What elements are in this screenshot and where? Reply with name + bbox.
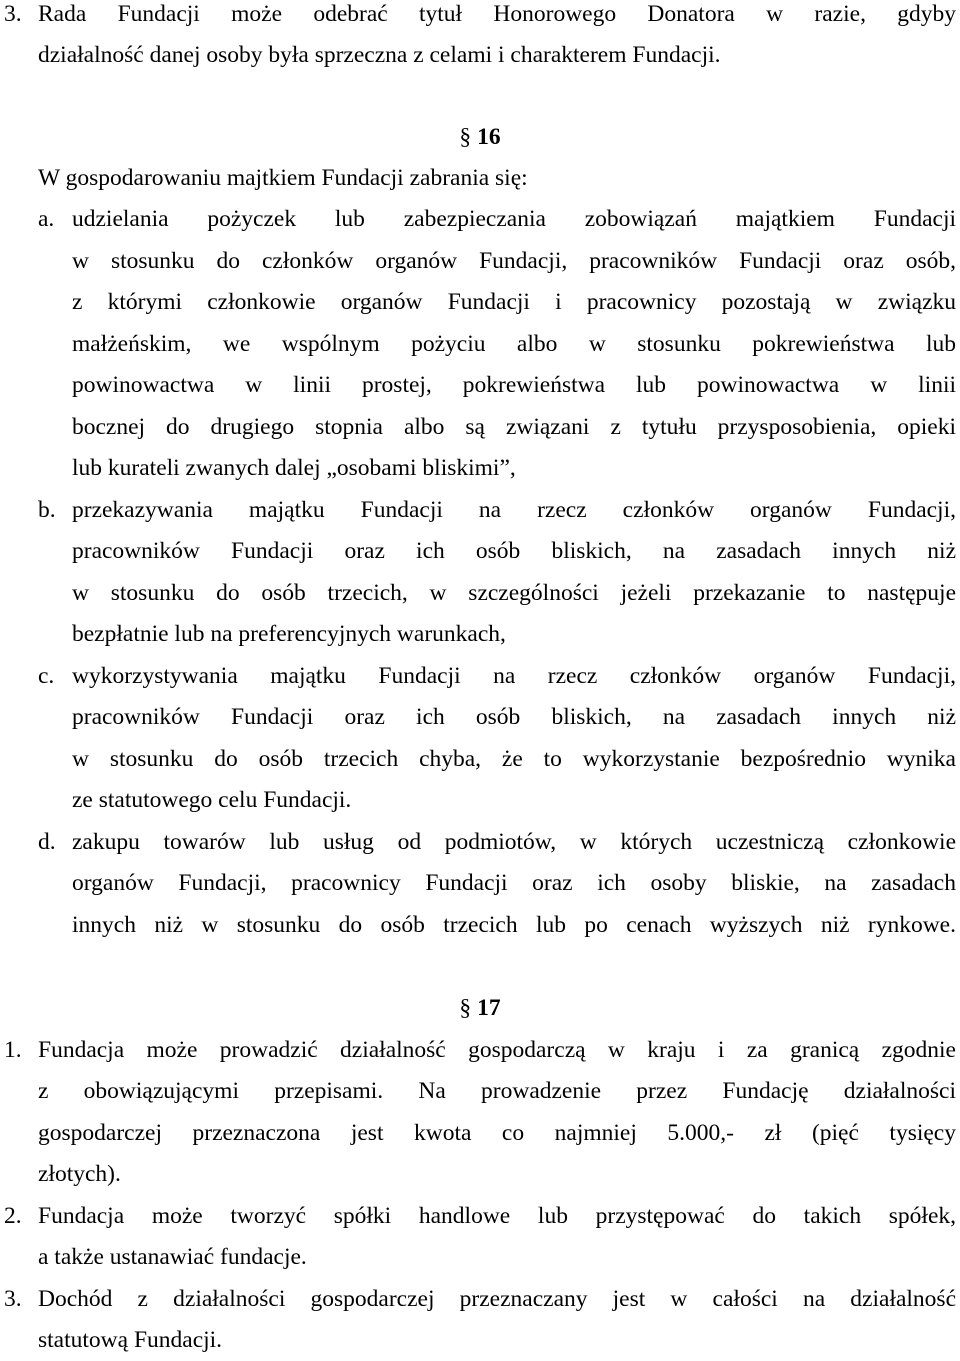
item-text: powinowactwa w linii prostej, pokrewieństwa lub powinowactwa w linii: [72, 372, 956, 398]
list-item-d-line: [0, 904, 960, 946]
item-text: pracowników Fundacji oraz ich osób bliskich, na zasadach innych niż: [72, 538, 956, 564]
item-letter: a.: [38, 206, 55, 232]
list-item-d-line: [0, 821, 960, 863]
list-item-d-line: [0, 862, 960, 904]
paragraph-number: 3.: [4, 1, 22, 27]
item-number: 1.: [4, 1037, 22, 1063]
list-item-c-line: [0, 696, 960, 738]
item-text: w stosunku do osób trzecich, w szczególności jeżeli przekazanie to następuje: [72, 580, 956, 606]
item-text: z którymi członkowie organów Fundacji i pracownicy pozostają w związku: [72, 289, 956, 315]
list-item-c-line: [0, 779, 960, 821]
section-symbol: §: [459, 995, 472, 1021]
list-item-a-line: [0, 198, 960, 240]
section-17-heading: [0, 987, 960, 1029]
paragraph-text: działalność danej osoby była sprzeczna z celami i charakterem Fundacji.: [38, 42, 721, 68]
section-16-heading: [0, 116, 960, 158]
section-17-item-2-line: [0, 1236, 960, 1278]
item-text: Fundacja może prowadzić działalność gospodarczą w kraju i za granicą zgodnie: [38, 1037, 956, 1063]
paragraph-3-line: [0, 0, 960, 35]
intro-text: W gospodarowaniu majtkiem Fundacji zabrania się:: [38, 165, 528, 191]
item-text: udzielania pożyczek lub zabezpieczania zobowiązań majątkiem Fundacji: [72, 206, 956, 232]
item-text: lub kurateli zwanych dalej „osobami bliskimi”,: [72, 455, 516, 481]
list-item-b-line: [0, 489, 960, 531]
item-letter: b.: [38, 497, 56, 523]
item-text: gospodarczej przeznaczona jest kwota co najmniej 5.000,- zł (pięć tysięcy: [38, 1120, 956, 1146]
item-text: statutową Fundacji.: [38, 1327, 223, 1353]
item-text: bocznej do drugiego stopnia albo są związani z tytułu przysposobienia, opieki: [72, 414, 956, 440]
item-text: w stosunku do osób trzecich chyba, że to wykorzystanie bezpośrednio wynika: [72, 746, 956, 772]
paragraph-text: Rada Fundacji może odebrać tytuł Honorowego Donatora w razie, gdyby: [38, 1, 956, 27]
item-text: pracowników Fundacji oraz ich osób bliskich, na zasadach innych niż: [72, 704, 956, 730]
item-text: Dochód z działalności gospodarczej przeznaczany jest w całości na działalność: [38, 1286, 956, 1312]
item-text: a także ustanawiać fundacje.: [38, 1244, 307, 1270]
section-17-item-1-line: [0, 1112, 960, 1154]
list-item-a-line: [0, 323, 960, 365]
section-number: 17: [477, 995, 501, 1021]
section-17-item-2-line: [0, 1195, 960, 1237]
list-item-c-line: [0, 738, 960, 780]
item-text: innych niż w stosunku do osób trzecich lub po cenach wyższych niż rynkowe.: [72, 912, 956, 938]
list-item-c-line: [0, 655, 960, 697]
item-letter: c.: [38, 663, 55, 689]
section-number: 16: [477, 124, 501, 150]
section-17-item-3-line: [0, 1319, 960, 1361]
item-text: z obowiązującymi przepisami. Na prowadzenie przez Fundację działalności: [38, 1078, 956, 1104]
list-item-a-line: [0, 406, 960, 448]
item-text: w stosunku do członków organów Fundacji, pracowników Fundacji oraz osób,: [72, 248, 956, 274]
list-item-a-line: [0, 447, 960, 489]
paragraph-3-line: [0, 34, 960, 76]
item-text: organów Fundacji, pracownicy Fundacji oraz ich osoby bliskie, na zasadach: [72, 870, 956, 896]
item-text: przekazywania majątku Fundacji na rzecz członków organów Fundacji,: [72, 497, 956, 523]
section-17-item-1-line: [0, 1070, 960, 1112]
section-17-item-3-line: [0, 1278, 960, 1320]
section-symbol: §: [459, 124, 472, 150]
item-text: bezpłatnie lub na preferencyjnych warunkach,: [72, 621, 506, 647]
item-text: złotych).: [38, 1161, 121, 1187]
section-16-intro: [0, 157, 960, 199]
item-number: 3.: [4, 1286, 22, 1312]
list-item-a-line: [0, 364, 960, 406]
item-letter: d.: [38, 829, 56, 855]
item-text: Fundacja może tworzyć spółki handlowe lub przystępować do takich spółek,: [38, 1203, 956, 1229]
list-item-b-line: [0, 530, 960, 572]
item-number: 2.: [4, 1203, 22, 1229]
item-text: zakupu towarów lub usług od podmiotów, w których uczestniczą członkowie: [72, 829, 956, 855]
list-item-b-line: [0, 613, 960, 655]
section-17-item-1-line: [0, 1153, 960, 1195]
list-item-a-line: [0, 240, 960, 282]
item-text: małżeńskim, we wspólnym pożyciu albo w stosunku pokrewieństwa lub: [72, 331, 956, 357]
list-item-b-line: [0, 572, 960, 614]
section-17-item-1-line: [0, 1029, 960, 1071]
list-item-a-line: [0, 281, 960, 323]
item-text: wykorzystywania majątku Fundacji na rzecz członków organów Fundacji,: [72, 663, 956, 689]
item-text: ze statutowego celu Fundacji.: [72, 787, 352, 813]
